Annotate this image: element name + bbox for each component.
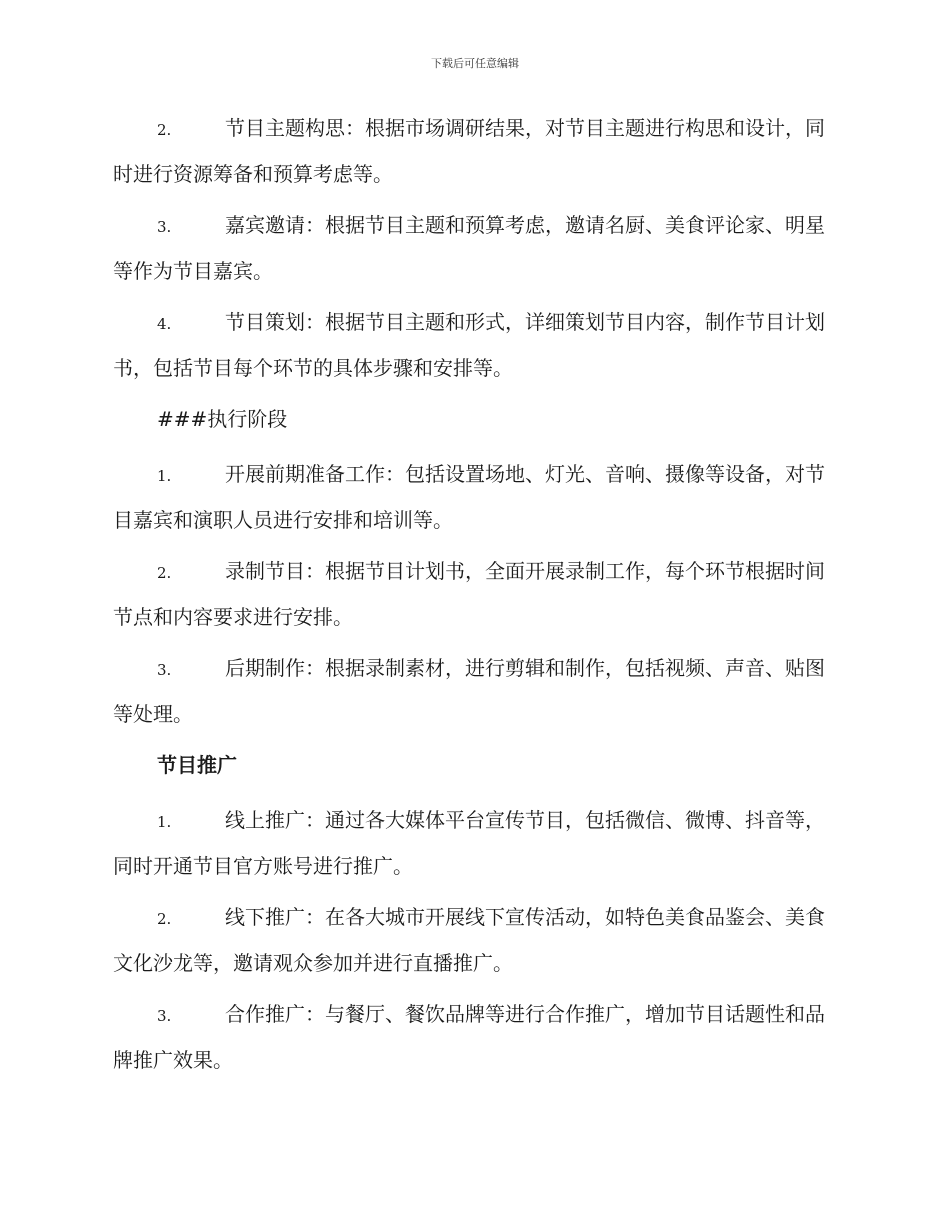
item-number: 3.: [157, 661, 172, 679]
item-text: 嘉宾邀请：根据节目主题和预算考虑，邀请名厨、美食评论家、明星等作为节目嘉宾。: [113, 213, 825, 283]
item-text: 开展前期准备工作：包括设置场地、灯光、音响、摄像等设备，对节目嘉宾和演职人员进行安排和培训等。: [113, 462, 825, 532]
item-number: 3.: [157, 218, 172, 236]
item-number: 2.: [157, 121, 172, 139]
list-item: [113, 106, 843, 196]
list-item: [113, 992, 843, 1082]
item-number: 2.: [157, 564, 172, 582]
item-text: 线上推广：通过各大媒体平台宣传节目，包括微信、微博、抖音等，同时开通节目官方账号进行推广。: [113, 808, 825, 878]
section-heading-promotion: 节目推广: [157, 753, 237, 777]
list-item: [113, 203, 843, 293]
item-text: 合作推广：与餐厅、餐饮品牌等进行合作推广，增加节目话题性和品牌推广效果。: [113, 1002, 825, 1072]
item-number: 1.: [157, 467, 172, 485]
list-item: [113, 452, 843, 542]
item-number: 4.: [157, 315, 172, 333]
page-header: 下载后可任意编辑: [431, 57, 519, 70]
item-text: 节目主题构思：根据市场调研结果，对节目主题进行构思和设计，同时进行资源筹备和预算考虑等。: [113, 116, 825, 186]
item-number: 2.: [157, 910, 172, 928]
item-number: 3.: [157, 1007, 172, 1025]
list-item: [113, 798, 843, 888]
list-item: [113, 549, 843, 639]
list-item: [113, 895, 843, 985]
item-text: 后期制作：根据录制素材，进行剪辑和制作，包括视频、声音、贴图等处理。: [113, 656, 825, 726]
item-number: 1.: [157, 813, 172, 831]
item-text: 节目策划：根据节目主题和形式，详细策划节目内容，制作节目计划书，包括节目每个环节的具体步骤和安排等。: [113, 310, 825, 380]
list-item: [113, 300, 843, 390]
section-heading-execution: ###执行阶段: [157, 407, 288, 431]
list-item: [113, 646, 843, 736]
item-text: 线下推广：在各大城市开展线下宣传活动，如特色美食品鉴会、美食文化沙龙等，邀请观众参加并进行直播推广。: [113, 905, 825, 975]
item-text: 录制节目：根据节目计划书，全面开展录制工作，每个环节根据时间节点和内容要求进行安排。: [113, 559, 825, 629]
